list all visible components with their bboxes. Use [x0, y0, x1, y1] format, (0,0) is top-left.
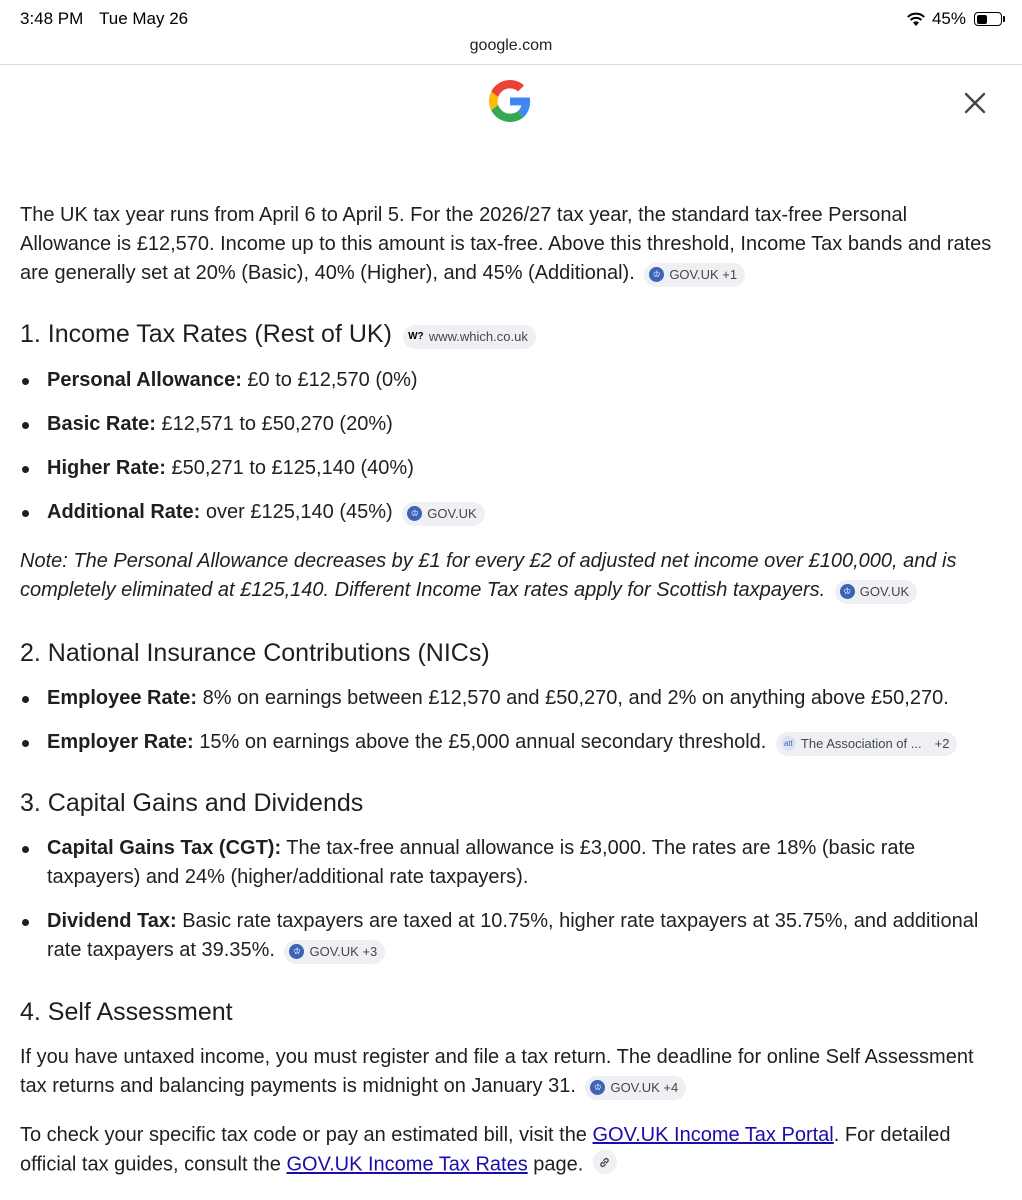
status-bar — [0, 0, 1022, 36]
status-time: 3:48 PM — [20, 9, 84, 28]
google-logo — [489, 80, 531, 122]
footer-text: page. — [527, 1153, 584, 1176]
source-chip[interactable] — [585, 1076, 686, 1100]
crown-icon: ♔ — [649, 267, 664, 282]
chip-label: GOV.UK — [427, 506, 477, 521]
wifi-icon — [906, 12, 926, 27]
chip-count: +2 — [934, 736, 950, 751]
footer-text: To check your specific tax code or pay an estimated bill, visit the — [20, 1124, 593, 1146]
footer-paragraph — [20, 1121, 1000, 1180]
battery-percent: 45% — [931, 9, 966, 28]
item-label: Dividend Tax: — [47, 910, 177, 932]
intro-paragraph — [20, 201, 1000, 288]
list-item — [20, 498, 1000, 527]
crown-icon: ♔ — [590, 1080, 605, 1095]
bullet-list — [20, 834, 1000, 965]
answer-content — [20, 201, 1000, 1180]
status-indicators — [906, 9, 1002, 29]
chip-label: GOV.UK +3 — [309, 944, 378, 959]
section-title — [20, 319, 1000, 349]
footer-text: . For detailed official tax guides, consult the — [20, 1124, 951, 1176]
chip-label: GOV.UK +1 — [669, 267, 738, 282]
item-label: Capital Gains Tax (CGT): — [47, 837, 282, 859]
self-assessment-paragraph — [20, 1043, 1000, 1101]
note-paragraph — [20, 547, 1000, 605]
link-glyph — [598, 1156, 611, 1169]
source-chip[interactable] — [835, 580, 917, 604]
source-chip[interactable] — [284, 940, 385, 964]
item-label: Employer Rate: — [47, 731, 194, 753]
list-item — [20, 907, 1000, 965]
chip-label: GOV.UK +4 — [610, 1080, 679, 1095]
item-label: Higher Rate: — [47, 457, 166, 479]
bullet-list — [20, 366, 1000, 527]
item-text: 15% on earnings above the £5,000 annual secondary threshold. — [193, 731, 767, 753]
list-item — [20, 366, 1000, 395]
section-title-text: 1. Income Tax Rates (Rest of UK) — [20, 320, 392, 348]
battery-level — [977, 15, 987, 24]
battery-icon — [974, 12, 1002, 26]
list-item — [20, 728, 1000, 757]
section-title: 3. Capital Gains and Dividends — [20, 789, 364, 817]
source-chip[interactable] — [776, 732, 958, 756]
chip-label: GOV.UK — [859, 584, 910, 599]
note-text: Note: The Personal Allowance decreases by £1 for every £2 of adjusted net income over £100,000, and is completely eliminated at £125,140. Different Income Tax rates apply for Scottish taxpayers. — [20, 550, 957, 601]
source-chip[interactable] — [403, 325, 536, 349]
section-title: 2. National Insurance Contributions (NICs) — [20, 639, 490, 667]
status-date: Tue May 26 — [99, 9, 189, 28]
address-bar[interactable]: google.com — [469, 37, 553, 54]
intro-text: The UK tax year runs from April 6 to April 5. For the 2026/27 tax year, the standard tax-free Personal Allowance is £12,570. Income up to this amount is tax-free. Above this threshold, Income Tax bands and rates are generally set at 20% (Basic), 40% (Higher), and 45% (Additional). — [20, 204, 992, 284]
crown-icon: ♔ — [840, 584, 855, 599]
link-icon[interactable] — [593, 1150, 617, 1174]
item-text: over £125,140 (45%) — [200, 501, 393, 523]
list-item — [20, 454, 1000, 483]
association-icon: att — [781, 736, 796, 751]
crown-icon: ♔ — [407, 506, 422, 521]
section-title: 4. Self Assessment — [20, 998, 233, 1026]
item-text: £12,571 to £50,270 (20%) — [155, 413, 393, 435]
crown-icon: ♔ — [289, 944, 304, 959]
income-tax-portal-link[interactable]: GOV.UK Income Tax Portal — [592, 1124, 834, 1146]
income-tax-rates-link[interactable]: GOV.UK Income Tax Rates — [286, 1153, 528, 1176]
bullet-list — [20, 684, 1000, 757]
item-text: £50,271 to £125,140 (40%) — [165, 457, 414, 479]
item-text: The tax-free annual allowance is £3,000. The rates are 18% (basic rate taxpayers) and 24% (higher/additional rate taxpayers). — [47, 837, 916, 888]
item-label: Basic Rate: — [47, 413, 156, 435]
item-label: Additional Rate: — [47, 501, 201, 523]
item-label: Personal Allowance: — [47, 369, 242, 391]
chip-label: www.which.co.uk — [428, 329, 528, 344]
header-divider — [0, 64, 1022, 65]
chip-label: The Association of ... — [800, 736, 922, 751]
source-chip[interactable] — [402, 502, 484, 526]
item-text: £0 to £12,570 (0%) — [241, 369, 418, 391]
close-icon[interactable] — [960, 88, 990, 118]
paragraph-text: If you have untaxed income, you must register and file a tax return. The deadline for online Self Assessment tax returns and balancing payments is midnight on January 31. — [20, 1046, 974, 1097]
list-item — [20, 410, 1000, 439]
which-icon: W? — [408, 331, 424, 342]
item-label: Employee Rate: — [47, 687, 198, 709]
item-text: Basic rate taxpayers are taxed at 10.75%, higher rate taxpayers at 35.75%, and additional rate taxpayers at 39.35%. — [47, 910, 979, 961]
list-item — [20, 834, 1000, 892]
list-item — [20, 684, 1000, 713]
item-text: 8% on earnings between £12,570 and £50,270, and 2% on anything above £50,270. — [197, 687, 949, 709]
source-chip[interactable] — [644, 263, 745, 287]
